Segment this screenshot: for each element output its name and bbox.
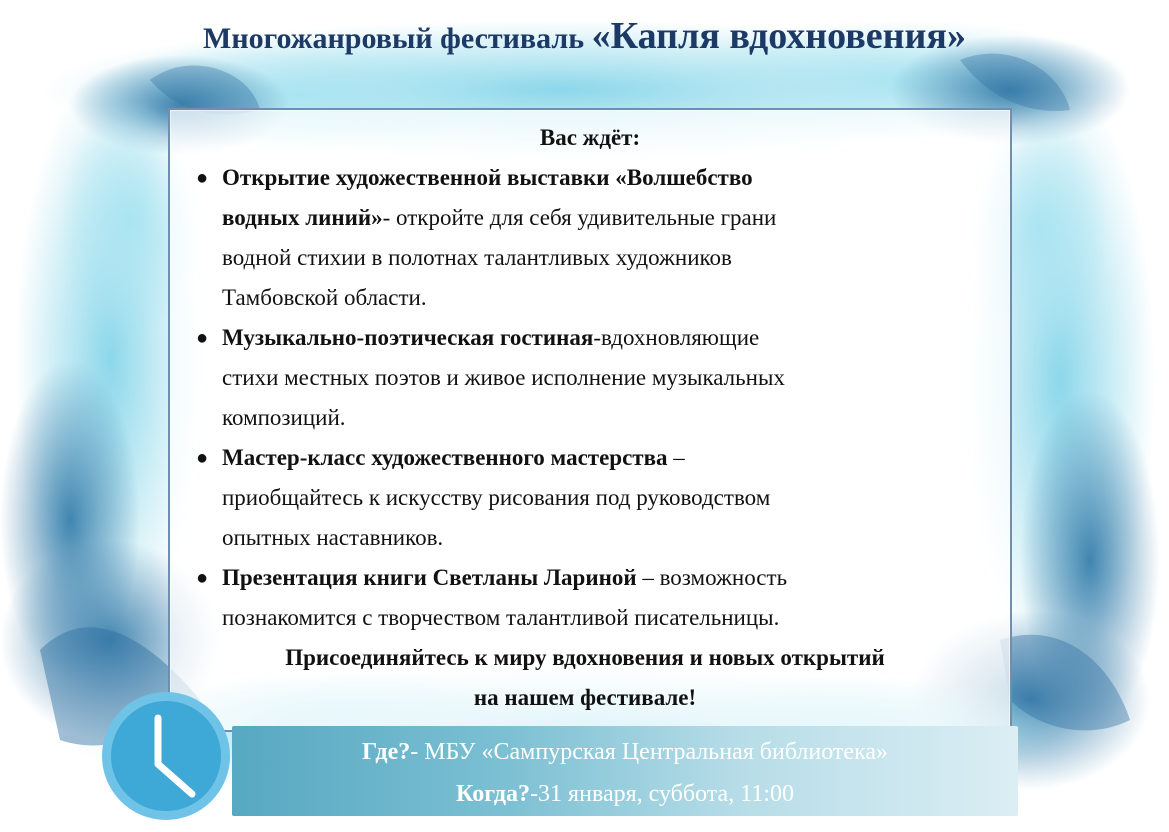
item-line: Тамбовской области.: [222, 285, 427, 310]
clock-icon: [100, 690, 232, 822]
page-title: [0, 14, 1169, 58]
item-line: Музыкально-поэтическая гостиная-вдохновляющие: [222, 325, 760, 350]
item-line: приобщайтесь к искусству рисования под руководством: [222, 485, 771, 510]
item-line: стихи местных поэтов и живое исполнение музыкальных: [222, 365, 785, 390]
when-value: -31 января, суббота, 11:00: [530, 781, 794, 807]
list-item: [190, 438, 990, 558]
closing-line: на нашем фестивале!: [473, 685, 697, 710]
item-line: Мастер-класс художественного мастерства –: [222, 445, 685, 470]
item-line: композиций.: [222, 405, 346, 430]
content-heading: Вас ждёт:: [539, 125, 641, 150]
closing-line: Присоединяйтесь к миру вдохновения и новых открытий: [285, 645, 885, 670]
bullet-dot-icon: ●: [196, 167, 209, 189]
list-item: [190, 318, 990, 438]
item-line: опытных наставников.: [222, 525, 444, 550]
when-label: Когда?: [456, 781, 531, 807]
program-list: [190, 158, 990, 638]
where-label: Где?: [361, 739, 411, 765]
bullet-dot-icon: ●: [196, 447, 209, 469]
when-row: [232, 774, 1018, 814]
item-line: познакомится с творчеством талантливой писательницы.: [222, 605, 780, 630]
bullet-dot-icon: ●: [196, 327, 209, 349]
where-row: [232, 732, 1018, 772]
where-value: - МБУ «Сампурская Центральная библиотека»: [410, 739, 889, 765]
festival-name: «Капля вдохновения»: [591, 15, 966, 57]
item-line: Презентация книги Светланы Лариной – возможность: [222, 565, 788, 590]
item-line: водных линий»- откройте для себя удивительные грани: [222, 205, 777, 230]
title-prefix: Многожанровый фестиваль: [203, 22, 592, 55]
info-banner: [232, 726, 1018, 816]
item-line: Открытие художественной выставки «Волшебство: [222, 165, 753, 190]
item-line: водной стихии в полотнах талантливых художников: [222, 245, 732, 270]
list-item: [190, 158, 990, 318]
content-area: [190, 118, 990, 718]
list-item: [190, 558, 990, 638]
bullet-dot-icon: ●: [196, 567, 209, 589]
